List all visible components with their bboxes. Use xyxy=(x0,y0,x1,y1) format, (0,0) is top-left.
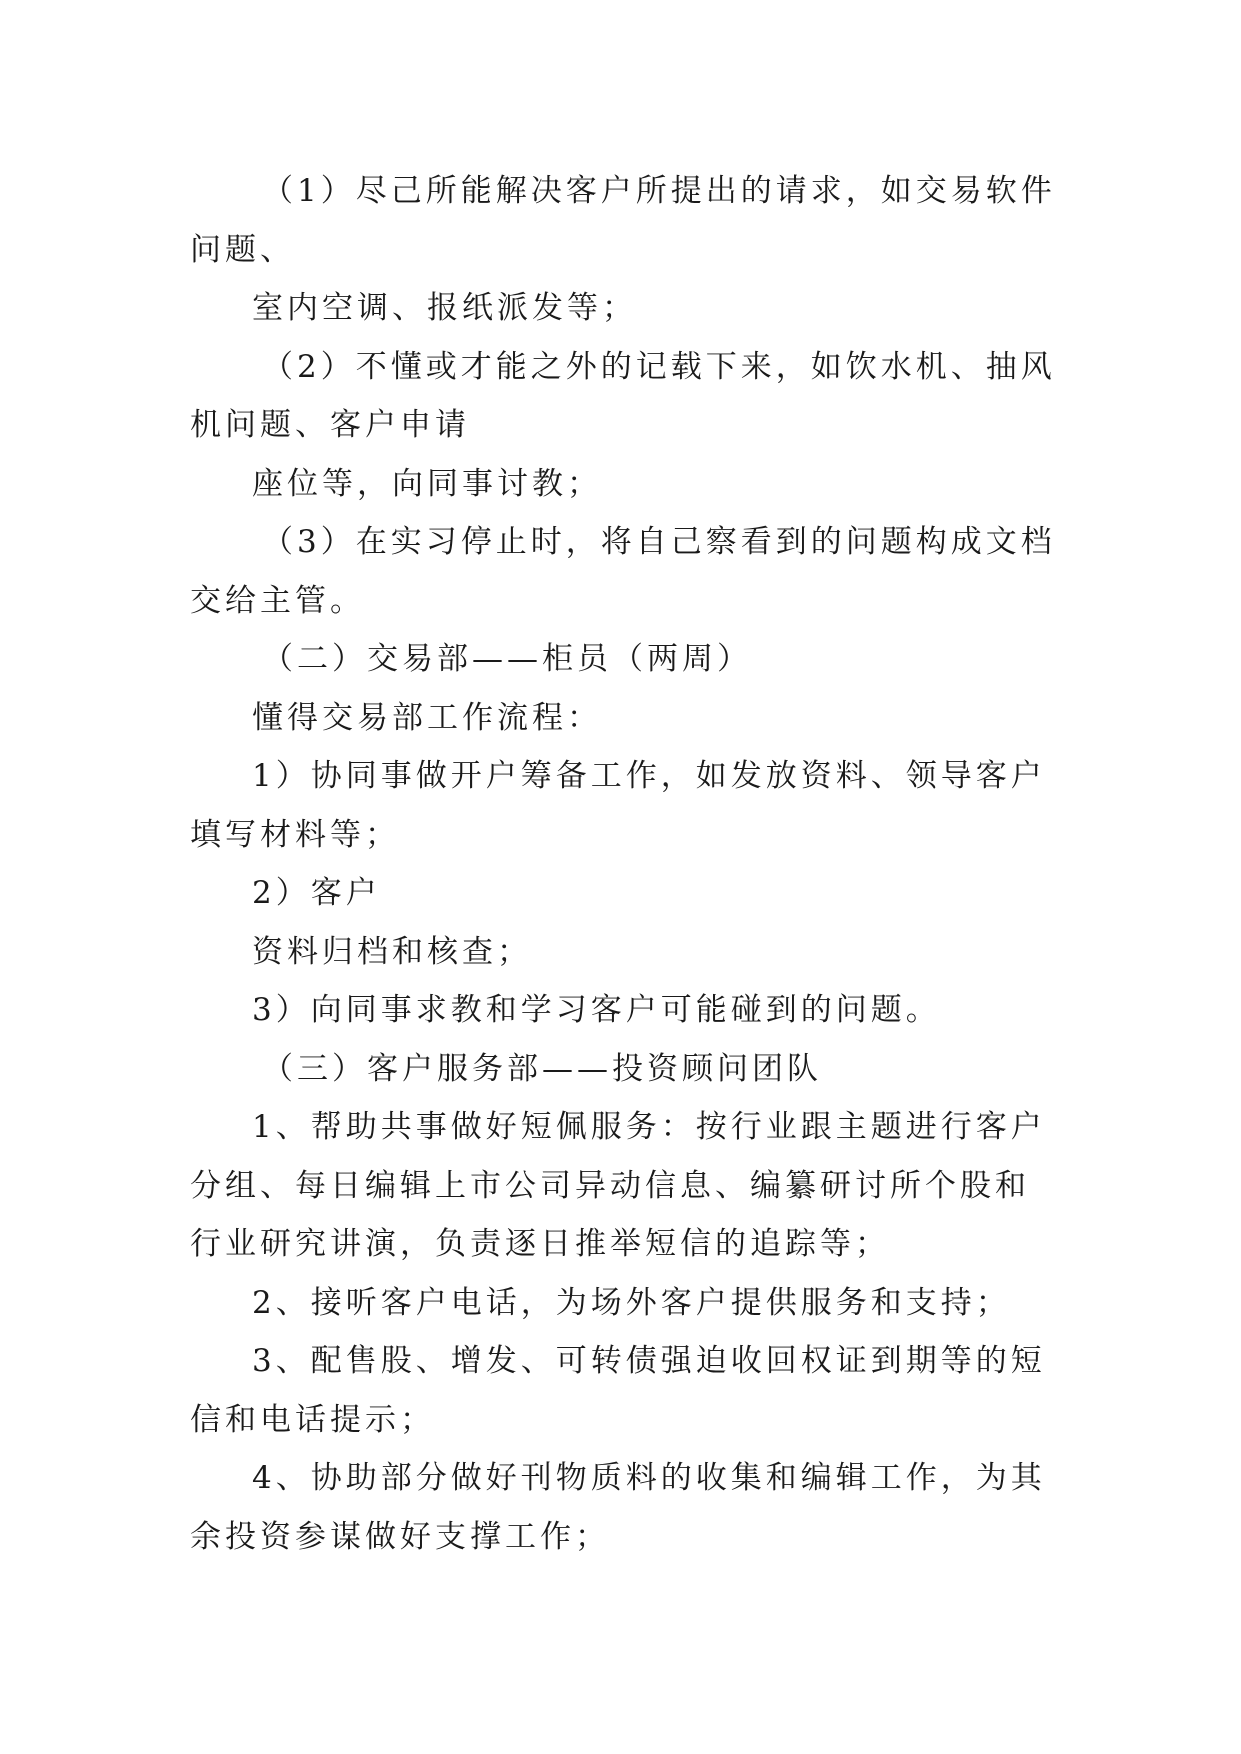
paragraph-7: 1）协同事做开户筹备工作，如发放资料、领导客户填写材料等； xyxy=(190,758,1046,853)
paragraph-11: 1、帮助共事做好短佩服务：按行业跟主题进行客户分组、每日编辑上市公司异动信息、编纂研讨所个股和行业研究讲演，负责逐日推举短信的追踪等； xyxy=(190,1109,1046,1262)
paragraph-3: （2）不懂或才能之外的记载下来，如饮水机、抽风机问题、客户申请 xyxy=(190,348,1056,443)
paragraph-4: 座位等，向同事讨教； xyxy=(252,465,602,502)
paragraph-6: 懂得交易部工作流程： xyxy=(252,699,602,736)
paragraph-14: 4、协助部分做好刊物质料的收集和编辑工作，为其余投资参谋做好支撑工作； xyxy=(190,1460,1046,1555)
paragraph-8: 2）客户 xyxy=(252,875,381,911)
paragraph-13: 3、配售股、增发、可转债强迫收回权证到期等的短信和电话提示； xyxy=(190,1343,1046,1438)
paragraph-9: 资料归档和核查； xyxy=(252,933,532,970)
section-heading-2: （二）交易部——柜员（两周） xyxy=(262,641,752,677)
paragraph-1: （1）尽己所能解决客户所提出的请求，如交易软件问题、 xyxy=(190,173,1056,268)
paragraph-5: （3）在实习停止时，将自己察看到的问题构成文档交给主管。 xyxy=(190,524,1056,619)
paragraph-12: 2、接听客户电话，为场外客户提供服务和支持； xyxy=(252,1284,1011,1321)
paragraph-10: 3）向同事求教和学习客户可能碰到的问题。 xyxy=(252,992,941,1028)
paragraph-2: 室内空调、报纸派发等； xyxy=(252,290,637,326)
section-heading-3: （三）客户服务部——投资顾问团队 xyxy=(262,1050,822,1087)
document-body xyxy=(190,162,1060,1566)
